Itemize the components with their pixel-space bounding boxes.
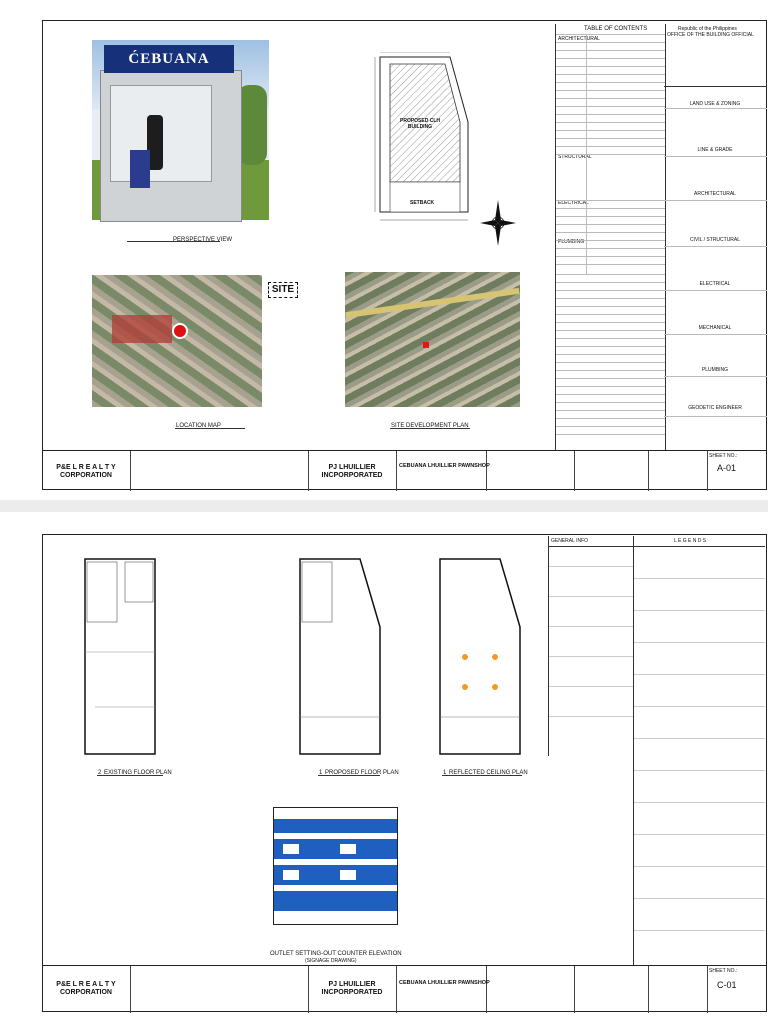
sheet-number: C-01 — [717, 980, 737, 990]
sheet-number: A-01 — [717, 463, 737, 473]
toc-group-structural: STRUCTURAL — [558, 154, 592, 160]
plan-ceiling-number: 1 — [443, 770, 447, 776]
owner-name: P&E L R E A L T Y CORPORATION — [56, 464, 116, 479]
discipline-geodetic: GEODETIC ENGINEER — [688, 405, 742, 411]
discipline-line-grade: LINE & GRADE — [697, 147, 733, 153]
toc-title: TABLE OF CONTENTS — [584, 26, 648, 32]
discipline-architectural: ARCHITECTURAL — [694, 191, 736, 197]
legend-panel — [633, 536, 765, 966]
general-info-panel — [548, 536, 634, 756]
elevation-title: OUTLET SETTING-OUT COUNTER ELEVATION — [270, 951, 402, 957]
location-marker-icon — [172, 323, 188, 339]
site-callout-label: SITE — [271, 284, 295, 295]
title-block — [42, 450, 767, 491]
project-name: CEBUANA LHUILLIER PAWNSHOP — [399, 463, 490, 469]
table-of-contents — [555, 24, 666, 450]
proposed-building-label: PROPOSED CLH BUILDING — [400, 118, 441, 130]
discipline-column — [664, 24, 767, 450]
sheet-no-label: SHEET NO.: — [709, 453, 738, 459]
company-name: PJ LHUILLIER INCPORPORATED — [321, 464, 383, 479]
agency-line1: Republic of the Philippines — [678, 26, 737, 32]
location-map-aerial — [92, 275, 262, 407]
sheet-divider — [0, 500, 768, 512]
plan-existing-number: 2 — [98, 770, 102, 776]
site-callout — [268, 282, 298, 298]
site-marker-icon — [423, 342, 429, 348]
toc-group-plumbing: PLUMBING — [558, 239, 585, 245]
signage: ĆEBUANA — [104, 45, 234, 73]
toc-group-architectural: ARCHITECTURAL — [558, 36, 600, 42]
toc-group-electrical: ELECTRICAL — [558, 200, 589, 206]
discipline-mechanical: MECHANICAL — [698, 325, 732, 331]
company-name: PJ LHUILLIER INCPORPORATED — [321, 981, 383, 996]
counter-elevation — [268, 807, 403, 927]
agency-line2: OFFICE OF THE BUILDING OFFICIAL — [667, 32, 754, 38]
owner-name: P&E L R E A L T Y CORPORATION — [56, 981, 116, 996]
discipline-land-use: LAND USE & ZONING — [689, 101, 741, 107]
existing-floor-plan — [75, 547, 177, 767]
site-development-plan-title: SITE DEVELOPMENT PLAN — [391, 423, 469, 429]
legend-title: L E G E N D S — [674, 538, 707, 544]
plan-ceiling-title: REFLECTED CEILING PLAN — [449, 770, 528, 776]
title-block — [42, 965, 767, 1013]
proposed-floor-plan — [290, 547, 392, 767]
plan-proposed-number: 1 — [319, 770, 323, 776]
discipline-electrical: ELECTRICAL — [699, 281, 731, 287]
sheet-no-label: SHEET NO.: — [709, 968, 738, 974]
project-name: CEBUANA LHUILLIER PAWNSHOP — [399, 980, 490, 986]
elevation-subtitle: (SIGNAGE DRAWING) — [305, 958, 357, 964]
setback-label: SETBACK — [410, 200, 435, 206]
location-map-title: LOCATION MAP — [176, 423, 221, 429]
plan-existing-title: EXISTING FLOOR PLAN — [104, 770, 172, 776]
perspective-render — [92, 40, 269, 220]
site-development-aerial — [345, 272, 520, 407]
discipline-plumbing: PLUMBING — [701, 367, 729, 373]
sheet-c01 — [0, 512, 768, 1024]
plan-proposed-title: PROPOSED FLOOR PLAN — [325, 770, 399, 776]
north-arrow-icon — [478, 198, 518, 248]
discipline-civil-structural: CIVIL / STRUCTURAL — [689, 237, 741, 243]
reflected-ceiling-plan — [430, 547, 532, 767]
perspective-view-title: PERSPECTIVE VIEW — [173, 237, 233, 243]
sheet-a01 — [0, 0, 768, 500]
general-info-title: GENERAL INFO — [551, 538, 589, 544]
